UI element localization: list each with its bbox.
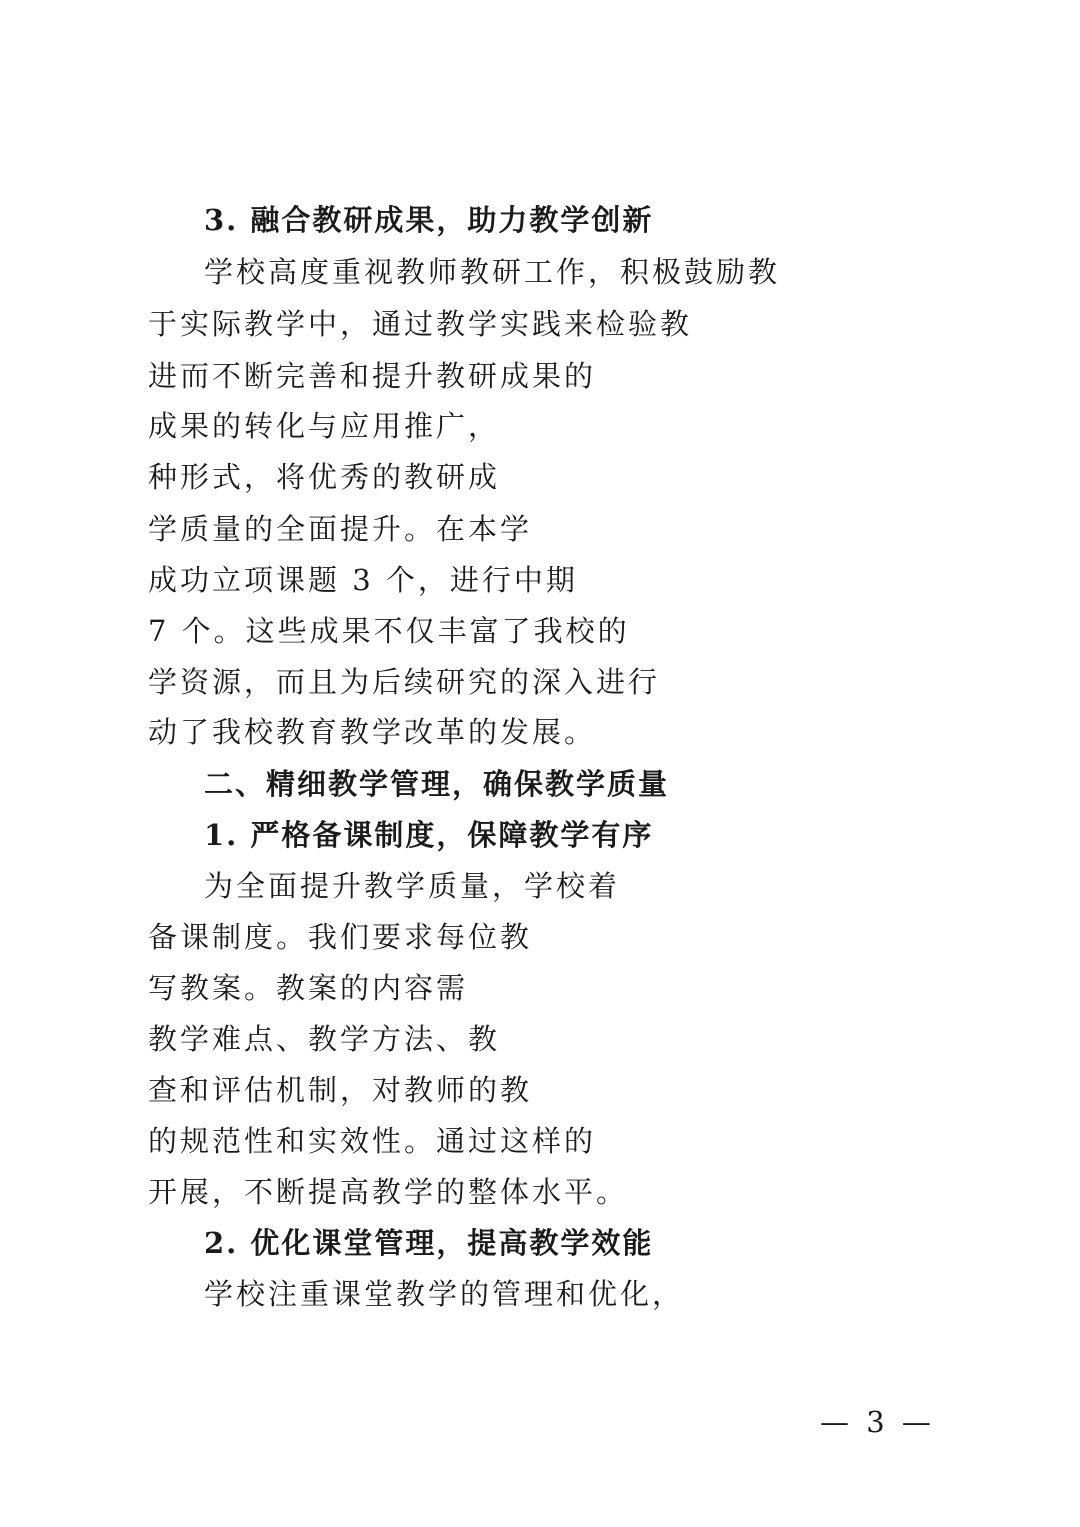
section-heading-1: 1. 严格备课制度，保障教学有序 (204, 818, 654, 852)
paragraph-line: 成功立项课题 3 个，进行中期 (148, 563, 578, 597)
paragraph-line: 查和评估机制，对教师的教 (148, 1073, 533, 1107)
paragraph-line: 学校高度重视教师教研工作，积极鼓励教 (204, 255, 781, 289)
paragraph-line: 7 个。这些成果不仅丰富了我校的 (148, 614, 630, 648)
paragraph-line: 进而不断完善和提升教研成果的 (148, 359, 597, 393)
paragraph-line: 种形式，将优秀的教研成 (148, 460, 501, 494)
section-heading-3: 3. 融合教研成果，助力教学创新 (204, 203, 654, 237)
paragraph-line: 开展，不断提高教学的整体水平。 (148, 1175, 629, 1209)
paragraph-line: 学质量的全面提升。在本学 (148, 512, 533, 546)
paragraph-line: 动了我校教育教学改革的发展。 (148, 715, 597, 749)
paragraph-line: 成果的转化与应用推广， (148, 409, 501, 443)
paragraph-line: 为全面提升教学质量，学校着 (204, 869, 621, 903)
paragraph-line: 教学难点、教学方法、教 (148, 1022, 501, 1056)
paragraph-line: 于实际教学中，通过教学实践来检验教 (148, 307, 693, 341)
paragraph-line: 学资源，而且为后续研究的深入进行 (148, 665, 661, 699)
chapter-heading-2: 二、精细教学管理，确保教学质量 (204, 767, 670, 801)
paragraph-line: 备课制度。我们要求每位教 (148, 920, 533, 954)
paragraph-line: 的规范性和实效性。通过这样的 (148, 1124, 597, 1158)
paragraph-line: 学校注重课堂教学的管理和优化， (204, 1277, 685, 1311)
section-heading-2: 2. 优化课堂管理，提高教学效能 (204, 1226, 654, 1260)
paragraph-line: 写教案。教案的内容需 (148, 971, 469, 1005)
page-number: — 3 — (820, 1405, 935, 1439)
